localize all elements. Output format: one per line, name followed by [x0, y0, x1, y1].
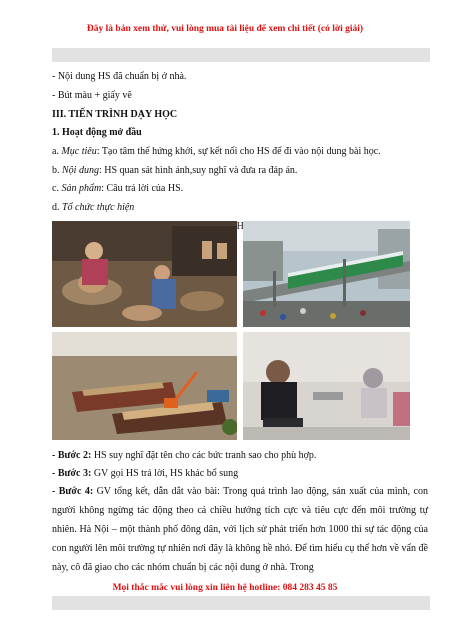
- content-text: : HS quan sát hình ảnh,suy nghĩ và đưa ra đáp án.: [98, 165, 298, 176]
- product-label: c.: [52, 183, 62, 194]
- metro-train-photo: [243, 221, 410, 327]
- product-text: : Câu trả lời của HS.: [101, 183, 184, 194]
- product-key: Sản phẩm: [61, 183, 102, 194]
- content-key: Nội dung: [62, 165, 99, 176]
- footer-grey-bar: [52, 596, 430, 610]
- step4-paragraph: [52, 482, 428, 577]
- preview-banner: Đây là bản xem thử, vui lòng mua tài liệu để xem chi tiết (có lời giải): [86, 24, 364, 34]
- river-barges-photo: [52, 332, 237, 440]
- step2-text: HS suy nghĩ đặt tên cho các bức tranh sao cho phù hợp.: [91, 450, 317, 461]
- step2-key: - Bước 2:: [52, 450, 92, 461]
- objective-label: a.: [52, 146, 62, 157]
- objective-text: : Tạo tâm thế hứng khởi, sự kết nối cho HS để đi vào nội dung bài học.: [96, 146, 381, 157]
- content-label: b.: [52, 165, 62, 176]
- objective-key: Mục tiêu: [61, 146, 97, 157]
- step4-key: - Bước 4:: [52, 486, 94, 497]
- step2-line: [52, 449, 316, 463]
- section-heading: III. TIẾN TRÌNH DẠY HỌC: [52, 109, 178, 120]
- line-content: - Nội dung HS đã chuẩn bị ở nhà.: [52, 71, 187, 82]
- product-line: [52, 182, 183, 196]
- objective-line: [52, 145, 381, 159]
- step3-text: GV gọi HS trả lời, HS khác bổ sung: [91, 468, 239, 479]
- hotline-banner: Mọi thắc mắc vui lòng xin liên hệ hotline: 084 283 45 85: [112, 583, 338, 593]
- organize-line: [52, 201, 134, 215]
- step4-text: GV tổng kết, dẫn dắt vào bài: Trong quá trình lao động, sản xuất của mình, con người không ngừng tác động theo cả chiều hướng tích cực và tiêu cực đến môi trường tự nhiên. Hà Nội – một thành phố đông dân, với lịch sử phát triển hơn 1000 thì sự tác động của con người lên môi trường tự nhiên nơi đây là không hề nhỏ. Để tìm hiểu cụ thể hơn về vấn đề này, cô đã giao cho các nhóm chuẩn bị các nội dung ở nhà. Trong: [52, 486, 429, 573]
- pottery-photo: [52, 221, 237, 327]
- content-line: [52, 164, 297, 178]
- step3-line: [52, 467, 238, 481]
- step3-key: - Bước 3:: [52, 468, 92, 479]
- activity-heading: 1. Hoạt động mở đầu: [52, 127, 142, 138]
- organize-key: Tổ chức thực hiện: [62, 202, 135, 213]
- smog-motorbike-photo: [243, 332, 410, 440]
- organize-label: d.: [52, 202, 62, 213]
- header-grey-bar: [52, 48, 430, 62]
- line-materials: - Bút màu + giấy vẽ: [52, 90, 132, 101]
